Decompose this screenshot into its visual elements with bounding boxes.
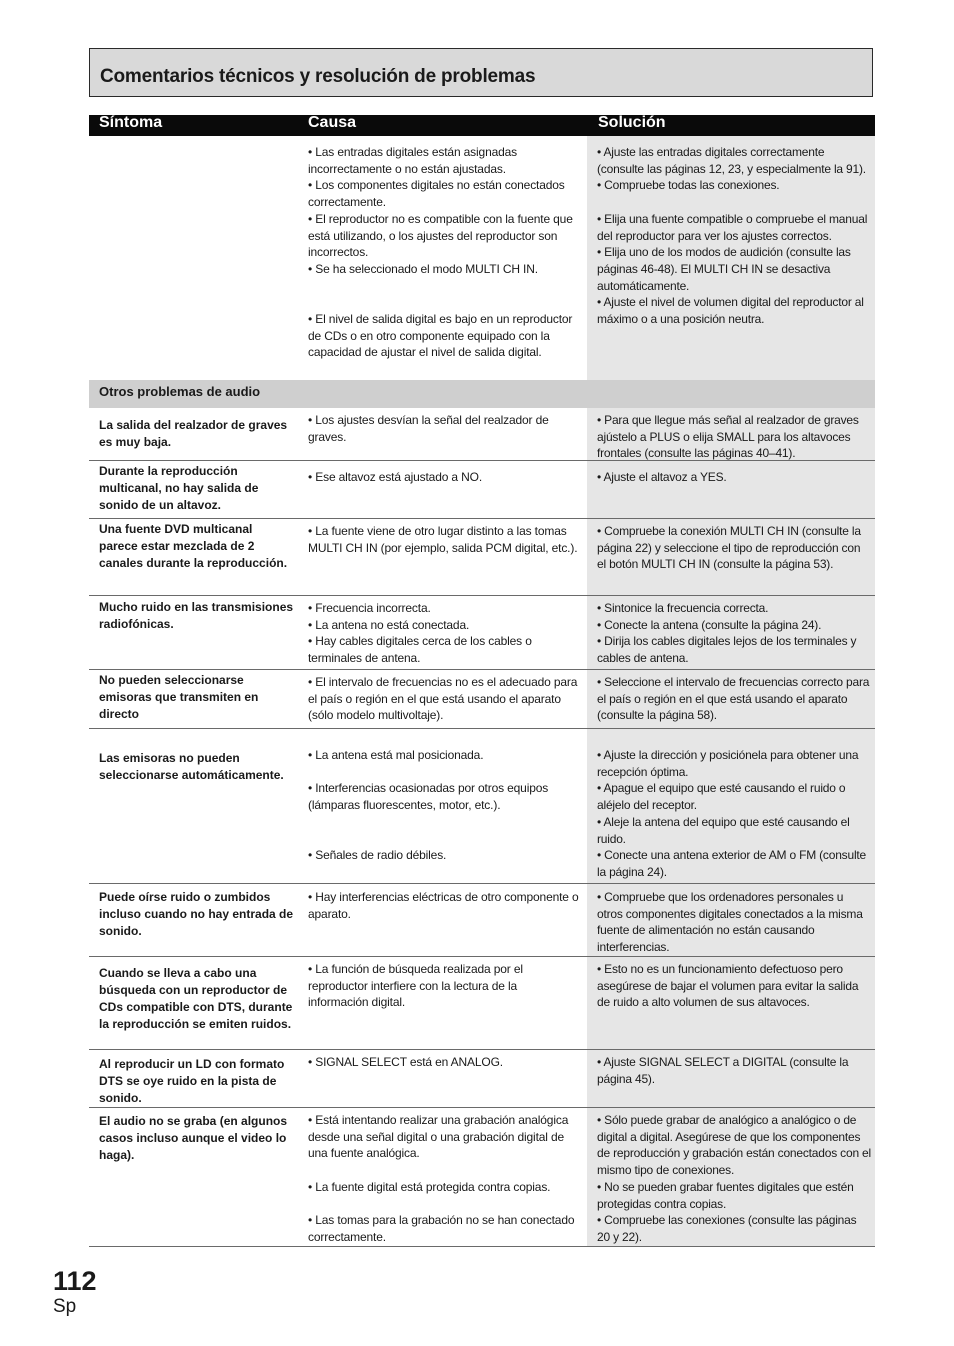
- cause-cell: [298, 519, 587, 595]
- header-solution: Solución: [598, 114, 666, 131]
- solution-item: • Compruebe todas las conexiones.: [597, 178, 780, 193]
- cause-item: • Señales de radio débiles.: [308, 848, 447, 863]
- symptom-cell: Puede oírse ruido o zumbidos incluso cuando no hay entrada de sonido.: [99, 890, 294, 938]
- cause-item: • El reproductor no es compatible con la fuente que está utilizando, o los ajustes del reproductor son incorrectos.: [308, 211, 573, 260]
- cause-item: • Las entradas digitales están asignadas incorrectamente o no están ajustadas.: [308, 145, 518, 176]
- symptom-cell: El audio no se graba (en algunos casos incluso aunque el video lo haga).: [99, 1114, 288, 1162]
- solution-item: • Ajuste la dirección y posiciónela para obtener una recepción óptima.: [597, 748, 859, 779]
- solution-cell: [587, 596, 875, 669]
- cause-cell: [298, 729, 587, 883]
- table-row: [89, 729, 875, 884]
- solution-item: • Ajuste SIGNAL SELECT a DIGITAL (consulte la página 45).: [597, 1055, 849, 1086]
- cause-cell: [298, 1108, 587, 1246]
- solution-cell: [587, 670, 875, 728]
- cause-item: • La fuente digital está protegida contra copias.: [308, 1179, 551, 1194]
- symptom-cell: Al reproducir un LD con formato DTS se oye ruido en la pista de sonido.: [99, 1057, 285, 1105]
- cause-item: • El intervalo de frecuencias no es el adecuado para el país o región en el que está usando el aparato (sólo modelo multivoltaje).: [308, 675, 578, 723]
- cause-item: • La antena no está conectada.: [308, 617, 470, 632]
- solution-item: • Compruebe las conexiones (consulte las páginas 20 y 22).: [597, 1213, 857, 1244]
- symptom-cell: Las emisoras no pueden seleccionarse automáticamente.: [99, 751, 284, 782]
- cause-cell: [298, 1050, 587, 1107]
- table-row: [89, 1050, 875, 1108]
- solution-item: • Ajuste las entradas digitales correctamente (consulte las páginas 12, 23, y especialmente la 91).: [597, 145, 866, 176]
- symptom-cell: Durante la reproducción multicanal, no hay salida de sonido de un altavoz.: [99, 464, 259, 512]
- symptom-cell: Una fuente DVD multicanal parece estar mezclada de 2 canales durante la reproducción.: [99, 522, 288, 570]
- header-cause: Causa: [308, 114, 357, 131]
- symptom-cell: La salida del realzador de graves es muy baja.: [99, 418, 288, 449]
- cause-item: • La función de búsqueda realizada por el reproductor interfiere con la lectura de la información digital.: [308, 962, 523, 1010]
- solution-item: • Para que llegue más señal al realzador de graves ajústelo a PLUS o elija SMALL para los altavoces frontales (consulte las páginas 40–41).: [597, 413, 859, 461]
- page-language: Sp: [53, 1296, 77, 1317]
- solution-item: • Sintonice la frecuencia correcta.: [597, 601, 769, 615]
- solution-cell: [587, 408, 875, 460]
- header-symptom: Síntoma: [99, 114, 163, 131]
- cause-cell: [298, 957, 587, 1049]
- solution-item: • Seleccione el intervalo de frecuencias correcto para el país o región en el que está usando el aparato (consulte la página 58).: [597, 675, 870, 723]
- solution-cell: [587, 519, 875, 595]
- cause-item: • Las tomas para la grabación no se han conectado correctamente.: [308, 1213, 575, 1244]
- cause-item: • El nivel de salida digital es bajo en un reproductor de CDs o en otro componente equipado con la capacidad de ajustar el nivel de salida digital.: [308, 312, 573, 360]
- solution-item: • Compruebe la conexión MULTI CH IN (consulte la página 22) y seleccione el tipo de reproducción con el botón MULTI CH IN (consulte la página 53).: [597, 524, 861, 572]
- solution-cell: [587, 136, 875, 380]
- symptom-cell: Cuando se lleva a cabo una búsqueda con un reproductor de CDs compatible con DTS, durante la reproducción se emiten ruidos.: [99, 966, 293, 1031]
- cause-cell: [298, 136, 587, 380]
- table-row: [89, 670, 875, 729]
- solution-item: • Elija uno de los modos de audición (consulte las páginas 46-48). El MULTI CH IN se desactiva automáticamente.: [597, 245, 851, 293]
- cause-item: • Los componentes digitales no están conectados correctamente.: [308, 178, 565, 210]
- table-row: [89, 957, 875, 1050]
- cause-item: • Interferencias ocasionadas por otros equipos (lámparas fluorescentes, motor, etc.).: [308, 781, 549, 813]
- solution-item: • Dirija los cables digitales lejos de los terminales y cables de antena.: [597, 634, 857, 666]
- solution-item: • Aleje la antena del equipo que esté causando el ruido.: [597, 814, 850, 846]
- solution-item: • Elija una fuente compatible o compruebe el manual del reproductor para ver los ajustes correctos.: [597, 211, 868, 243]
- solution-cell: [587, 884, 875, 956]
- solution-item: • Conecte una antena exterior de AM o FM (consulte la página 24).: [597, 848, 867, 879]
- table-row: [89, 596, 875, 670]
- solution-item: • Sólo puede grabar de analógico a analógico o de digital a digital. Asegúrese de que los componentes de reproducción y grabación están conectados con el mismo tipo de conexiones.: [597, 1113, 871, 1178]
- cause-item: • Hay cables digitales cerca de los cables o terminales de antena.: [308, 634, 532, 666]
- cause-item: • Los ajustes desvían la señal del realzador de graves.: [308, 413, 549, 444]
- page-title: Comentarios técnicos y resolución de problemas: [100, 66, 536, 87]
- title-box: [89, 48, 873, 97]
- solution-item: • Compruebe que los ordenadores personales u otros componentes digitales conectados a la misma fuente de alimentación no están causando interferencias.: [597, 890, 863, 955]
- table-header: [89, 115, 875, 136]
- table-row: [89, 884, 875, 957]
- solution-item: • Conecte la antena (consulte la página 24).: [597, 617, 822, 632]
- solution-cell: [587, 461, 875, 518]
- table-row: [89, 408, 875, 461]
- solution-item: • Ajuste el nivel de volumen digital del reproductor al máximo o a una posición neutra.: [597, 295, 864, 327]
- cause-cell: [298, 461, 587, 518]
- solution-item: • Esto no es un funcionamiento defectuoso pero asegúrese de bajar el volumen para evitar la salida de ruido a alto volumen de sus altavoces.: [597, 962, 859, 1010]
- cause-item: • Está intentando realizar una grabación analógica desde una señal digital o una grabación digital de una fuente analógica.: [308, 1113, 569, 1161]
- symptom-cell: No pueden seleccionarse emisoras que transmiten en directo: [99, 673, 259, 721]
- page-number: 112: [53, 1266, 97, 1296]
- cause-item: • Hay interferencias eléctricas de otro componente o aparato.: [308, 890, 579, 921]
- solution-item: • Apague el equipo que esté causando el ruido o aléjelo del receptor.: [597, 781, 846, 813]
- cause-cell: [298, 670, 587, 728]
- symptom-cell: Mucho ruido en las transmisiones radiofónicas.: [99, 600, 294, 631]
- cause-item: • La antena está mal posicionada.: [308, 748, 484, 762]
- table-row: [89, 461, 875, 519]
- solution-item: • No se pueden grabar fuentes digitales que estén protegidas contra copias.: [597, 1179, 854, 1211]
- solution-item: • Ajuste el altavoz a YES.: [597, 470, 727, 484]
- symptom-cell: [89, 136, 298, 380]
- cause-item: • Frecuencia incorrecta.: [308, 601, 431, 615]
- table-row: [89, 1108, 875, 1247]
- cause-cell: [298, 408, 587, 460]
- solution-cell: [587, 957, 875, 1049]
- cause-item: • La fuente viene de otro lugar distinto a las tomas MULTI CH IN (por ejemplo, salida PCM digital, etc.).: [308, 524, 578, 555]
- table-row-intro: [89, 136, 875, 380]
- solution-cell: [587, 1050, 875, 1107]
- cause-item: • Se ha seleccionado el modo MULTI CH IN.: [308, 261, 538, 276]
- section-heading: Otros problemas de audio: [89, 380, 875, 408]
- troubleshooting-table: [89, 115, 875, 1247]
- solution-cell: [587, 1108, 875, 1246]
- table-row: [89, 519, 875, 596]
- cause-item: • Ese altavoz está ajustado a NO.: [308, 470, 483, 484]
- cause-cell: [298, 596, 587, 669]
- cause-cell: [298, 884, 587, 956]
- solution-cell: [587, 729, 875, 883]
- cause-item: • SIGNAL SELECT está en ANALOG.: [308, 1055, 503, 1069]
